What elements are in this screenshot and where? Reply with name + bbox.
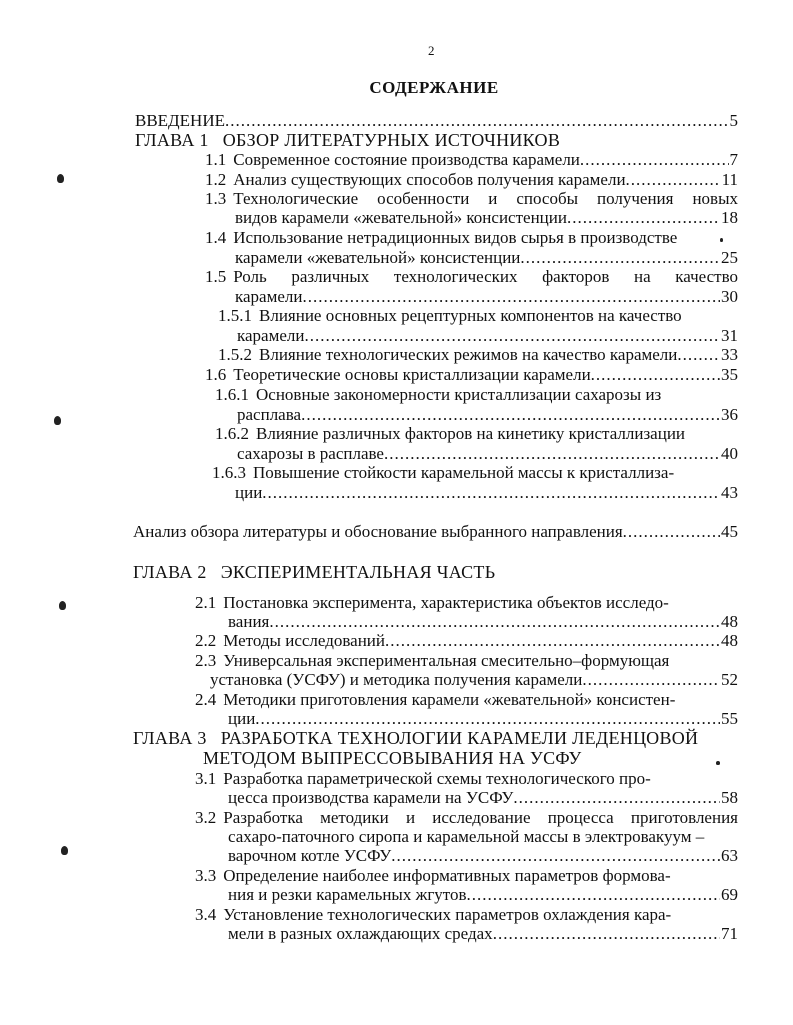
toc-section[interactable]: [212, 463, 674, 483]
entry-text: расплава: [237, 405, 302, 424]
section-number: 1.2: [205, 170, 227, 189]
dot-leader: [520, 248, 720, 268]
chapter-3-heading[interactable]: [133, 728, 698, 748]
entry-text: ния и резки карамельных жгутов: [228, 885, 467, 904]
toc-section[interactable]: [195, 690, 675, 710]
toc-section[interactable]: [215, 385, 661, 405]
entry-text: карамели «жевательной» консистенции: [235, 248, 521, 267]
dot-leader: [580, 150, 729, 170]
scan-mark: [716, 761, 720, 765]
page-ref: 58: [721, 788, 738, 807]
entry-text: Постановка эксперимента, характеристика объектов исследо-: [223, 593, 669, 612]
entry-text: Теоретические основы кристаллизации карамели: [233, 365, 591, 384]
dot-leader: [493, 924, 720, 944]
entry-text: карамели: [237, 326, 305, 345]
section-number: 1.3: [205, 189, 227, 208]
scan-mark: [57, 174, 64, 183]
page-ref: 30: [721, 287, 738, 306]
entry-text: ции: [235, 483, 263, 502]
chapter-2-heading[interactable]: [133, 562, 495, 582]
toc-section-continuation[interactable]: [235, 208, 738, 228]
page-ref: 31: [721, 326, 738, 345]
toc-section[interactable]: [205, 365, 738, 385]
entry-text: сахарозы в расплаве: [237, 444, 384, 463]
dot-leader: [626, 170, 721, 190]
page-ref: 33: [721, 345, 738, 364]
toc-section-continuation[interactable]: [228, 846, 738, 866]
entry-text: сахаро-паточного сиропа и карамельной массы в электровакуум –: [228, 827, 705, 846]
entry-text: Анализ обзора литературы и обоснование выбранного направления: [133, 522, 623, 541]
toc-section-continuation[interactable]: [228, 885, 738, 905]
chapter-title: ЭКСПЕРИМЕНТАЛЬНАЯ ЧАСТЬ: [220, 562, 496, 582]
toc-analysis[interactable]: [133, 522, 738, 542]
page-ref: 35: [721, 365, 738, 384]
entry-text: Методы исследований: [223, 631, 386, 650]
section-number: 3.1: [195, 769, 217, 788]
entry-text: ГЛАВА 3: [133, 728, 207, 748]
section-number: 1.5: [205, 267, 227, 286]
page-ref: 40: [721, 444, 738, 463]
dot-leader: [304, 326, 720, 346]
dot-leader: [591, 365, 720, 385]
toc-section[interactable]: [205, 228, 677, 248]
entry-text: цесса производства карамели на УСФУ: [228, 788, 514, 807]
section-number: 1.1: [205, 150, 227, 169]
page-ref: 11: [721, 170, 738, 189]
page-ref: 43: [721, 483, 738, 502]
page-ref: 45: [721, 522, 738, 541]
section-number: 1.5.2: [218, 345, 252, 364]
toc-section-continuation[interactable]: [237, 326, 738, 346]
entry-text: Разработка параметрической схемы технологического про-: [223, 769, 651, 788]
dot-leader: [582, 670, 720, 690]
entry-text: мели в разных охлаждающих средах: [228, 924, 493, 943]
section-number: 3.2: [195, 808, 217, 827]
entry-text: Методики приготовления карамели «жевательной» консистен-: [223, 690, 676, 709]
page-ref: 52: [721, 670, 738, 689]
entry-text: Влияние технологических режимов на качество карамели: [259, 345, 678, 364]
toc-section[interactable]: [195, 905, 671, 925]
dot-leader: [225, 111, 729, 131]
entry-text: Анализ существующих способов получения карамели: [233, 170, 626, 189]
dot-leader: [301, 405, 720, 425]
section-number: 1.5.1: [218, 306, 252, 325]
toc-section[interactable]: [195, 769, 651, 789]
section-number: 2.2: [195, 631, 217, 650]
dot-leader: [269, 612, 720, 632]
page-ref: 71: [721, 924, 738, 943]
dot-leader: [384, 444, 720, 464]
section-number: 2.4: [195, 690, 217, 709]
section-number: 3.4: [195, 905, 217, 924]
toc-section[interactable]: [205, 267, 738, 287]
section-number: 1.6.1: [215, 385, 249, 404]
entry-text: карамели: [235, 287, 303, 306]
dot-leader: [262, 483, 720, 503]
toc-section-continuation[interactable]: [237, 444, 738, 464]
section-number: 2.1: [195, 593, 217, 612]
entry-text: Установление технологических параметров охлаждения кара-: [223, 905, 672, 924]
section-number: 1.4: [205, 228, 227, 247]
toc-section[interactable]: [195, 866, 671, 886]
entry-text: Универсальная экспериментальная смесительно–формующая: [223, 651, 670, 670]
chapter-title: РАЗРАБОТКА ТЕХНОЛОГИИ КАРАМЕЛИ ЛЕДЕНЦОВОЙ: [220, 728, 699, 748]
entry-text: Определение наиболее информативных параметров формова-: [223, 866, 671, 885]
toc-section-continuation[interactable]: [235, 287, 738, 307]
page-ref: 69: [721, 885, 738, 904]
entry-text: видов карамели «жевательной» консистенции: [235, 208, 567, 227]
dot-leader: [513, 788, 720, 808]
entry-text: ВВЕДЕНИЕ: [135, 111, 225, 130]
toc-section[interactable]: [195, 651, 669, 671]
page-title: СОДЕРЖАНИЕ: [369, 78, 499, 97]
page-ref: 55: [721, 709, 738, 728]
toc-section[interactable]: [218, 345, 738, 365]
entry-text: ГЛАВА 2: [133, 562, 207, 582]
entry-text: вания: [228, 612, 270, 631]
entry-text: ции: [228, 709, 256, 728]
toc-section[interactable]: [205, 150, 738, 170]
page-ref: 18: [721, 208, 738, 227]
entry-text: варочном котле УСФУ: [228, 846, 392, 865]
entry-text: МЕТОДОМ ВЫПРЕССОВЫВАНИЯ НА УСФУ: [203, 748, 582, 768]
page-ref: 7: [729, 150, 738, 169]
page-number: 2: [428, 43, 435, 58]
entry-text: установка (УСФУ) и методика получения карамели: [210, 670, 583, 689]
chapter-1-heading[interactable]: [135, 130, 560, 150]
toc-section[interactable]: [215, 424, 685, 444]
entry-text: Основные закономерности кристаллизации сахарозы из: [256, 385, 662, 404]
section-number: 1.6: [205, 365, 227, 384]
entry-text: Влияние основных рецептурных компонентов на качество: [259, 306, 682, 325]
toc-section[interactable]: [218, 306, 682, 326]
toc-section-continuation[interactable]: [228, 612, 738, 632]
scan-mark: [720, 238, 723, 242]
scan-mark: [54, 416, 61, 425]
scan-mark: [61, 846, 68, 855]
toc-section-continuation[interactable]: [228, 827, 704, 847]
toc-section-continuation[interactable]: [235, 248, 738, 268]
dot-leader: [467, 885, 720, 905]
dot-leader: [391, 846, 720, 866]
toc-section-continuation[interactable]: [228, 924, 738, 944]
toc-section-continuation[interactable]: [237, 405, 738, 425]
entry-text: Технологические особенности и способы получения новых: [233, 189, 738, 208]
dot-leader: [385, 631, 720, 651]
entry-text: Повышение стойкости карамельной массы к кристаллиза-: [253, 463, 675, 482]
toc-intro[interactable]: [135, 111, 738, 131]
dot-leader: [567, 208, 720, 228]
page-ref: 48: [721, 631, 738, 650]
toc-section-continuation[interactable]: [235, 483, 738, 503]
toc-section-continuation[interactable]: [210, 670, 738, 690]
section-number: 1.6.3: [212, 463, 246, 482]
section-number: 3.3: [195, 866, 217, 885]
toc-section[interactable]: [205, 170, 738, 190]
entry-text: ГЛАВА 1: [135, 130, 209, 150]
toc-section-continuation[interactable]: [228, 709, 738, 729]
chapter-title: ОБЗОР ЛИТЕРАТУРНЫХ ИСТОЧНИКОВ: [222, 130, 561, 150]
entry-text: Влияние различных факторов на кинетику кристаллизации: [256, 424, 686, 443]
dot-leader: [302, 287, 720, 307]
toc-section[interactable]: [195, 631, 738, 651]
dot-leader: [677, 345, 720, 365]
section-number: 2.3: [195, 651, 217, 670]
scan-mark: [59, 601, 66, 610]
page-ref: 48: [721, 612, 738, 631]
page-ref: 5: [729, 111, 738, 130]
toc-section-continuation[interactable]: [228, 788, 738, 808]
entry-text: Современное состояние производства карамели: [233, 150, 580, 169]
dot-leader: [255, 709, 720, 729]
toc-section[interactable]: [205, 189, 738, 209]
section-number: 1.6.2: [215, 424, 249, 443]
entry-text: Роль различных технологических факторов на качество: [233, 267, 738, 286]
toc-section[interactable]: [195, 593, 669, 613]
page-ref: 36: [721, 405, 738, 424]
dot-leader: [623, 522, 720, 542]
entry-text: Использование нетрадиционных видов сырья в производстве: [233, 228, 678, 247]
page-ref: 25: [721, 248, 738, 267]
entry-text: Разработка методики и исследование процесса приготовления: [223, 808, 738, 827]
page-ref: 63: [721, 846, 738, 865]
toc-section[interactable]: [195, 808, 738, 828]
chapter-3-heading-continuation[interactable]: [203, 748, 582, 768]
